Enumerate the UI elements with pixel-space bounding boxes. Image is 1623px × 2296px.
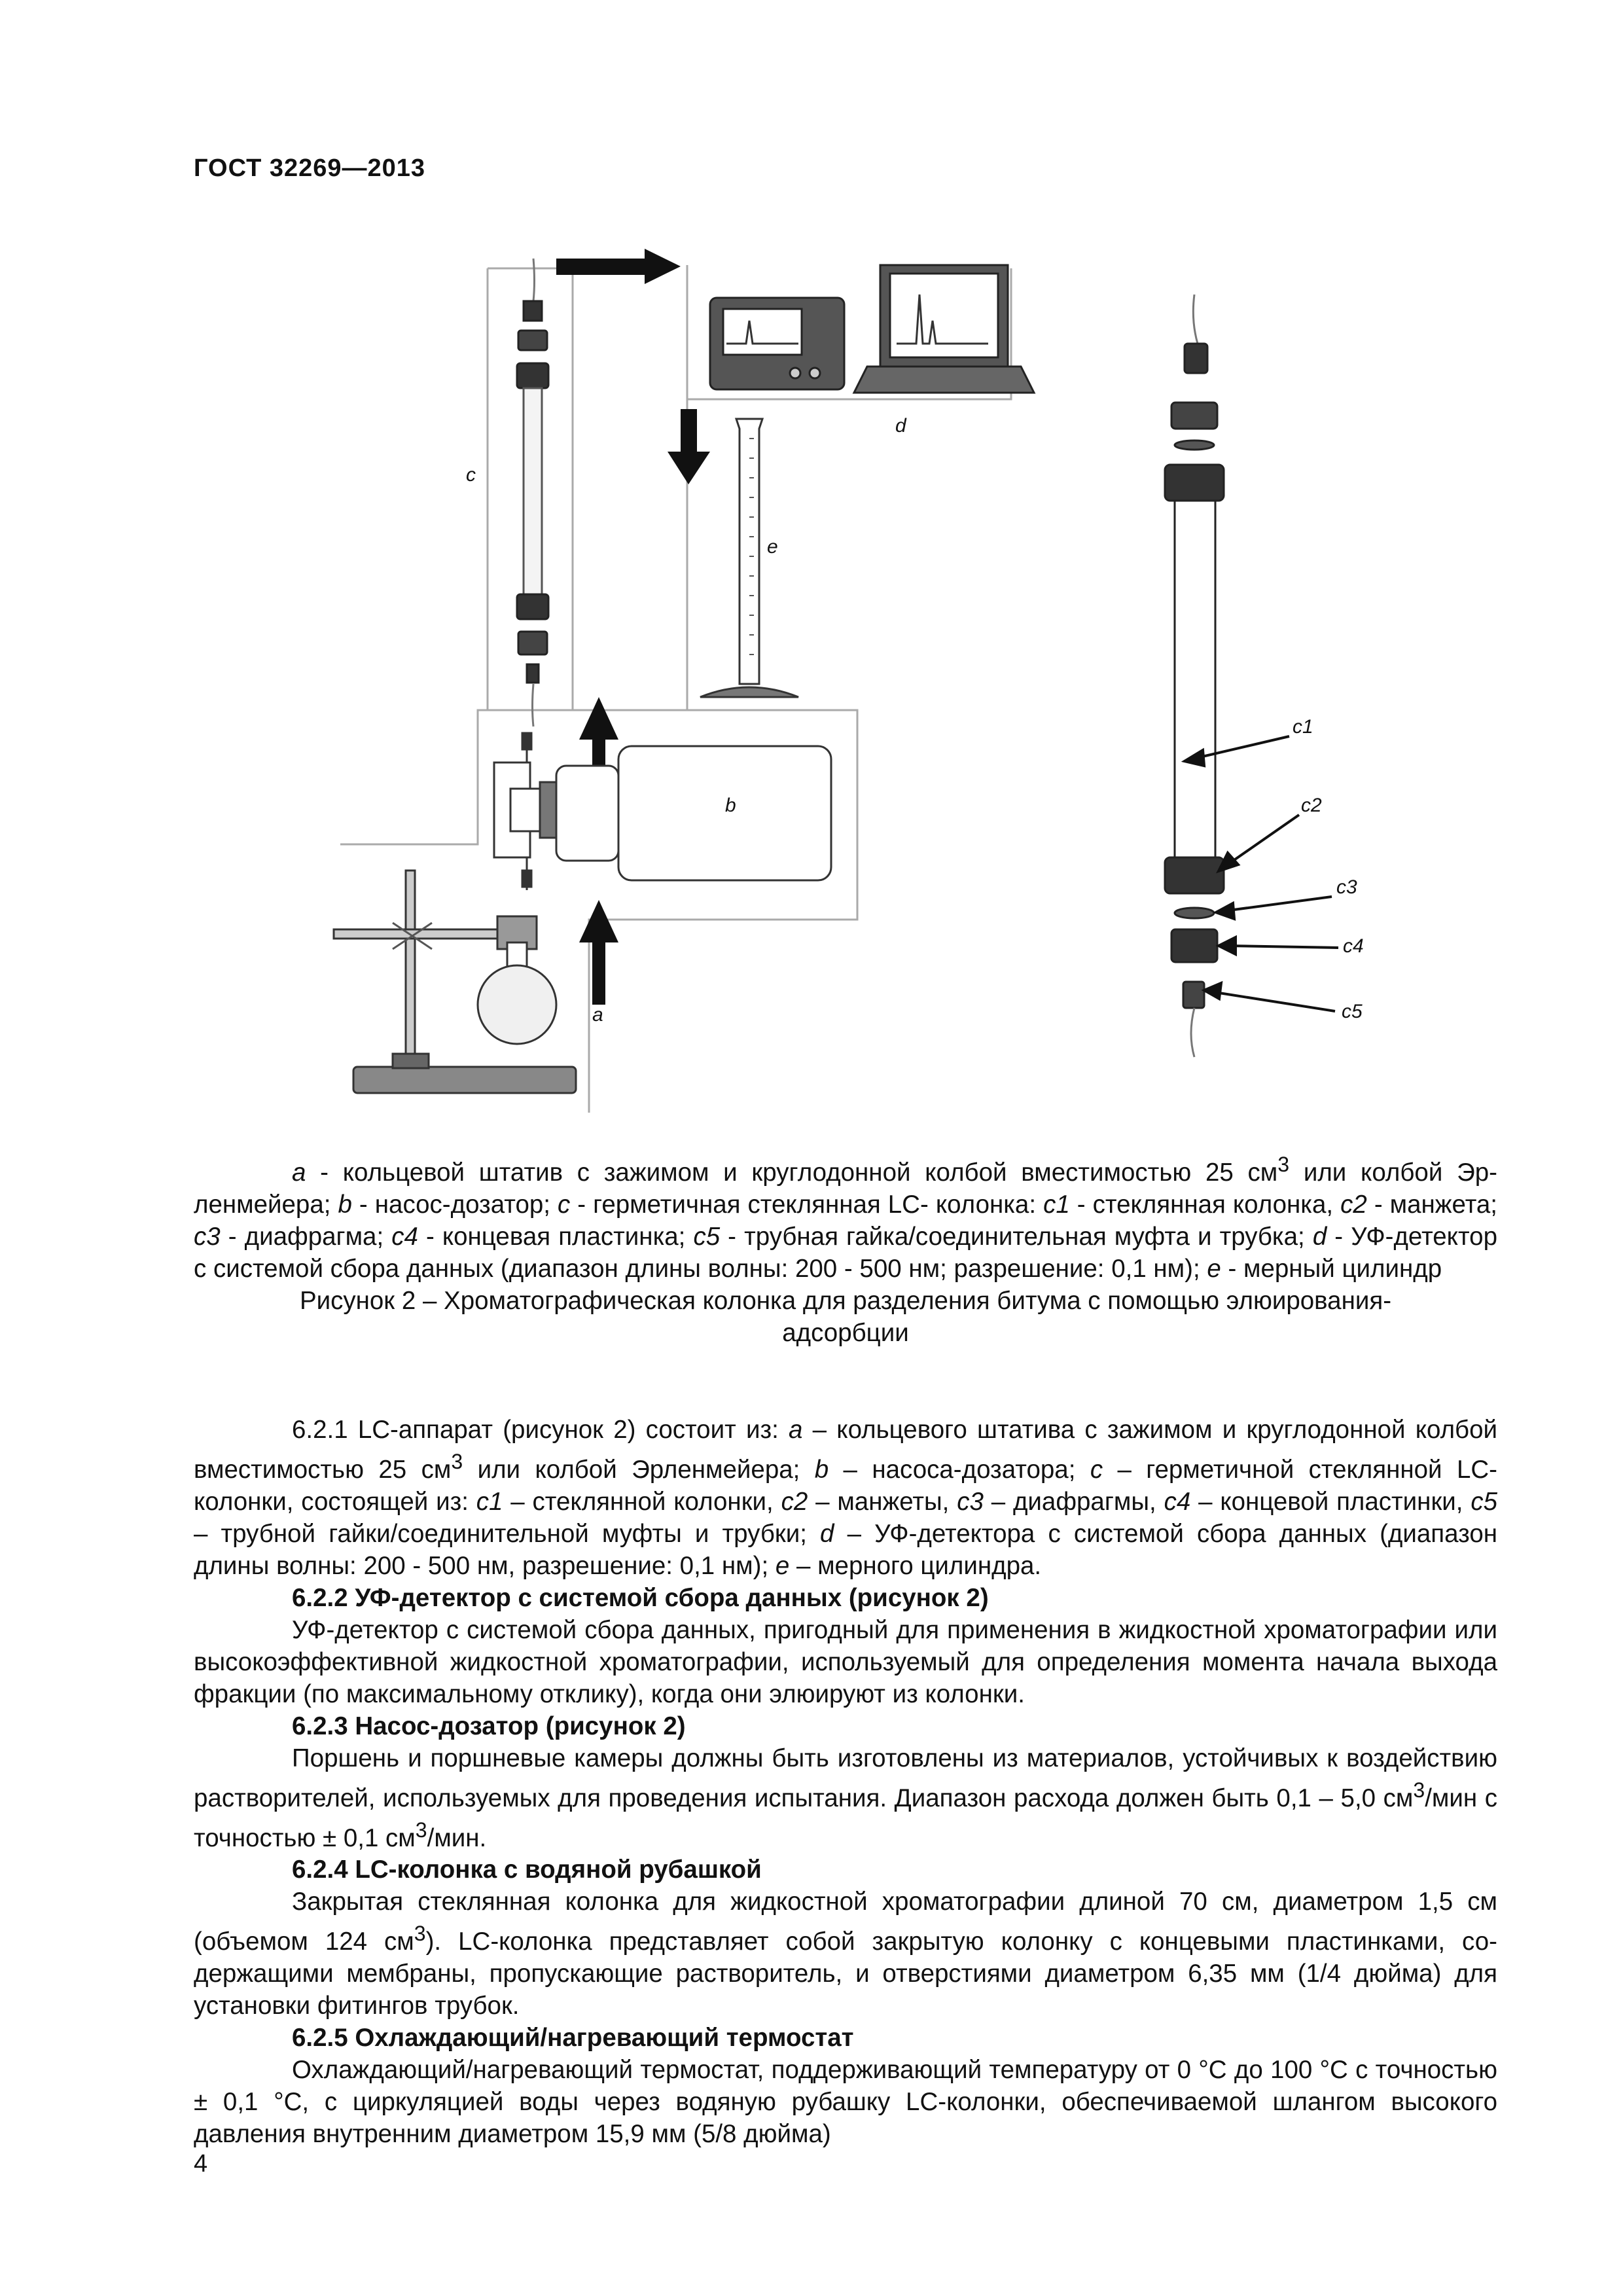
label-c: c — [466, 464, 476, 486]
figure-caption: Рисунок 2 – Хроматографическая колонка для разделения битума с помощью элюирования-адсорбции — [299, 1286, 1392, 1347]
standard-header: ГОСТ 32269—2013 — [194, 154, 426, 182]
paragraph-6-2-1: 6.2.1 LC-аппарат (рисунок 2) состоит из: a – кольцевого штатива с зажимом и круглодонной колбой вместимостью 25 $см^3$ или колбой Эрленмейера; b – насоса-дозатора; c – герметичной стеклянной LC-колонки, состоящей из: c1 – стеклянной колонки, c2 – манжеты, c3 – диафрагмы, c4 – концевой пластинки, c5 – трубной гайки/соединительной муфты и трубки; d – УФ-детектора с системой сбора данных (диапазон длины волны: 200 - 500 нм, разрешение: 0,1 нм); e – мерного цилиндра. — [194, 1416, 1497, 1580]
uv-detector-drawing — [710, 265, 1034, 393]
exploded-column-drawing — [1165, 295, 1224, 1057]
label-e: e — [767, 536, 778, 558]
label-c1: c1 — [1293, 716, 1313, 738]
measuring-cylinder-drawing — [700, 419, 798, 697]
label-d: d — [895, 415, 906, 437]
label-c4: c4 — [1343, 935, 1364, 957]
label-c5: c5 — [1342, 1001, 1363, 1022]
ring-stand-drawing — [334, 870, 576, 1093]
legend-paragraph: a - кольцевой штатив с зажимом и круглодонной колбой вместимостью 25 $см^3$ или колбой Эрленмейера; b - насос-дозатор; c - герметичная стеклянная LC- колонка: c1 - стеклянная колонка, c2 - манжета; c3 - диафрагма; c4 - концевая пластинка; c5 - трубная гайка/соединительная муфта и трубка; d - УФ-детектор с системой сбора данных (диапазон длины волны: 200 - 500 нм; разрешение: 0,1 нм); e - мерный цилиндр — [194, 1153, 1498, 1283]
heading-6-2-5: 6.2.5 Охлаждающий/нагревающий термостат — [292, 2024, 854, 2053]
page-number: 4 — [194, 2150, 208, 2178]
lc-apparatus-figure — [0, 0, 1623, 1126]
paragraph-6-2-3: Поршень и поршневые камеры должны быть изготовлены из материалов, устойчивых к воздействию растворителей, используемых для проведения испытания. Диапазон расхода должен быть 0,1 – 5,0 $см^3$/мин с точностью ± 0,1 $см^3$/мин. — [194, 1744, 1497, 1852]
figure-legend — [194, 1149, 1497, 1349]
label-c3: c3 — [1336, 876, 1357, 898]
column-c-drawing — [517, 259, 548, 726]
heading-6-2-4: 6.2.4 LC-колонка с водяной рубашкой — [292, 1856, 762, 1884]
paragraph-6-2-5: Охлаждающий/нагревающий термостат, поддерживающий температуру от 0 °С до 100 °С с точностью ± 0,1 °С, с циркуляцией воды через водяную рубашку LC-колонки, обеспечиваемой шлангом высокого давления внутренним диаметром 15,9 мм (5/8 дюйма) — [194, 2056, 1497, 2149]
paragraph-6-2-4: Закрытая стеклянная колонка для жидкостной хроматографии длиной 70 см, диаметром 1,5 см (объемом 124 $см^3$). LC-колонка представляет собой закрытую колонку с концевыми пластинками, содержащими мембраны, пропускающие растворитель, и отверстиями диаметром 6,35 мм (1/4 дюйма) для установки фитингов трубок. — [194, 1888, 1497, 2020]
paragraph-6-2-2: УФ-детектор с системой сбора данных, пригодный для применения в жидкостной хроматографии или высокоэффективной жидкостной хроматографии, используемый для определения момента начала выхода фракции (по максимальному отклику), когда они элюируют из колонки. — [194, 1615, 1497, 1708]
heading-6-2-2: 6.2.2 УФ-детектор с системой сбора данных (рисунок 2) — [292, 1583, 989, 1612]
heading-6-2-3: 6.2.3 Насос-дозатор (рисунок 2) — [292, 1712, 686, 1740]
label-c2: c2 — [1301, 795, 1322, 816]
body-text — [194, 1414, 1497, 2150]
label-a: a — [592, 1004, 603, 1026]
pump-drawing — [494, 733, 831, 890]
label-b: b — [725, 795, 736, 816]
